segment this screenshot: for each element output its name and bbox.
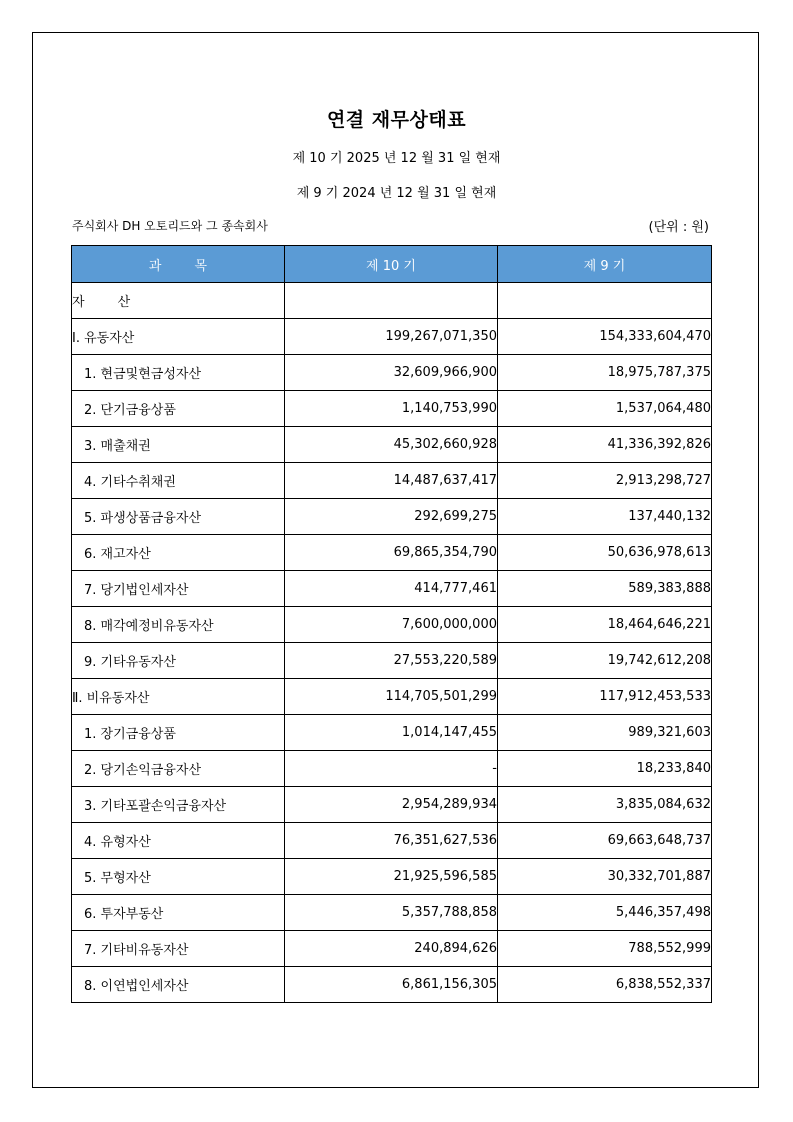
account-name: 6. 재고자산 <box>72 535 285 571</box>
table-row <box>72 463 712 499</box>
prior-period-value <box>498 283 712 319</box>
company-name: 주식회사 DH 오토리드와 그 종속회사 <box>72 219 268 233</box>
prior-period-value: 6,838,552,337 <box>498 967 712 1003</box>
account-name: 7. 기타비유동자산 <box>72 931 285 967</box>
header-account: 과 목 <box>72 246 285 283</box>
current-period-value: 14,487,637,417 <box>285 463 498 499</box>
prior-period-value: 117,912,453,533 <box>498 679 712 715</box>
prior-period-value: 18,464,646,221 <box>498 607 712 643</box>
current-period-value: 7,600,000,000 <box>285 607 498 643</box>
prior-period-value: 154,333,604,470 <box>498 319 712 355</box>
prior-period-value: 1,537,064,480 <box>498 391 712 427</box>
prior-period-value: 2,913,298,727 <box>498 463 712 499</box>
account-name: 4. 기타수취채권 <box>72 463 285 499</box>
account-name: 5. 무형자산 <box>72 859 285 895</box>
table-row <box>72 355 712 391</box>
account-name: 3. 기타포괄손익금융자산 <box>72 787 285 823</box>
balance-sheet-table <box>71 245 712 1003</box>
current-period-value: 76,351,627,536 <box>285 823 498 859</box>
table-row <box>72 859 712 895</box>
account-name: 1. 장기금융상품 <box>72 715 285 751</box>
current-period-value: 292,699,275 <box>285 499 498 535</box>
table-row <box>72 715 712 751</box>
current-period-value: 21,925,596,585 <box>285 859 498 895</box>
unit-label: (단위 : 원) <box>648 220 709 235</box>
account-name: 8. 매각예정비유동자산 <box>72 607 285 643</box>
current-period-value: 69,865,354,790 <box>285 535 498 571</box>
prior-period-value: 5,446,357,498 <box>498 895 712 931</box>
table-body <box>72 283 712 1003</box>
account-name: 8. 이연법인세자산 <box>72 967 285 1003</box>
current-period-value: 32,609,966,900 <box>285 355 498 391</box>
prior-period-value: 3,835,084,632 <box>498 787 712 823</box>
table-row <box>72 283 712 319</box>
account-name: 7. 당기법인세자산 <box>72 571 285 607</box>
table-row <box>72 319 712 355</box>
account-name: 4. 유형자산 <box>72 823 285 859</box>
current-period-value: 414,777,461 <box>285 571 498 607</box>
table-row <box>72 967 712 1003</box>
prior-period-value: 788,552,999 <box>498 931 712 967</box>
prior-period-value: 50,636,978,613 <box>498 535 712 571</box>
current-period-value: 6,861,156,305 <box>285 967 498 1003</box>
current-period-value: - <box>285 751 498 787</box>
current-period-value: 1,014,147,455 <box>285 715 498 751</box>
prior-period-value: 989,321,603 <box>498 715 712 751</box>
prior-period-value: 30,332,701,887 <box>498 859 712 895</box>
current-period-value <box>285 283 498 319</box>
current-period-value: 240,894,626 <box>285 931 498 967</box>
account-name: 3. 매출채권 <box>72 427 285 463</box>
period-prior: 제 9 기 2024 년 12 월 31 일 현재 <box>296 186 497 201</box>
account-name: 2. 단기금융상품 <box>72 391 285 427</box>
account-name: Ⅰ. 유동자산 <box>72 319 285 355</box>
prior-period-value: 41,336,392,826 <box>498 427 712 463</box>
current-period-value: 27,553,220,589 <box>285 643 498 679</box>
prior-period-value: 18,975,787,375 <box>498 355 712 391</box>
table-row <box>72 571 712 607</box>
document-title: 연결 재무상태표 <box>326 109 467 131</box>
prior-period-value: 137,440,132 <box>498 499 712 535</box>
table-row <box>72 787 712 823</box>
account-name: 5. 파생상품금융자산 <box>72 499 285 535</box>
table-row <box>72 427 712 463</box>
prior-period-value: 18,233,840 <box>498 751 712 787</box>
table-row <box>72 643 712 679</box>
current-period-value: 45,302,660,928 <box>285 427 498 463</box>
table-row <box>72 607 712 643</box>
current-period-value: 2,954,289,934 <box>285 787 498 823</box>
prior-period-value: 19,742,612,208 <box>498 643 712 679</box>
table-row <box>72 391 712 427</box>
account-name: 6. 투자부동산 <box>72 895 285 931</box>
table-row <box>72 679 712 715</box>
account-name: Ⅱ. 비유동자산 <box>72 679 285 715</box>
table-row <box>72 499 712 535</box>
current-period-value: 1,140,753,990 <box>285 391 498 427</box>
prior-period-value: 589,383,888 <box>498 571 712 607</box>
account-name: 자 산 <box>72 283 285 319</box>
table-row <box>72 931 712 967</box>
account-name: 2. 당기손익금융자산 <box>72 751 285 787</box>
table-row <box>72 751 712 787</box>
prior-period-value: 69,663,648,737 <box>498 823 712 859</box>
current-period-value: 199,267,071,350 <box>285 319 498 355</box>
header-current-period: 제 10 기 <box>285 246 498 283</box>
current-period-value: 114,705,501,299 <box>285 679 498 715</box>
current-period-value: 5,357,788,858 <box>285 895 498 931</box>
account-name: 1. 현금및현금성자산 <box>72 355 285 391</box>
table-row <box>72 895 712 931</box>
period-current: 제 10 기 2025 년 12 월 31 일 현재 <box>292 151 501 166</box>
table-header-row <box>72 246 712 283</box>
table-row <box>72 823 712 859</box>
table-row <box>72 535 712 571</box>
account-name: 9. 기타유동자산 <box>72 643 285 679</box>
header-prior-period: 제 9 기 <box>498 246 712 283</box>
